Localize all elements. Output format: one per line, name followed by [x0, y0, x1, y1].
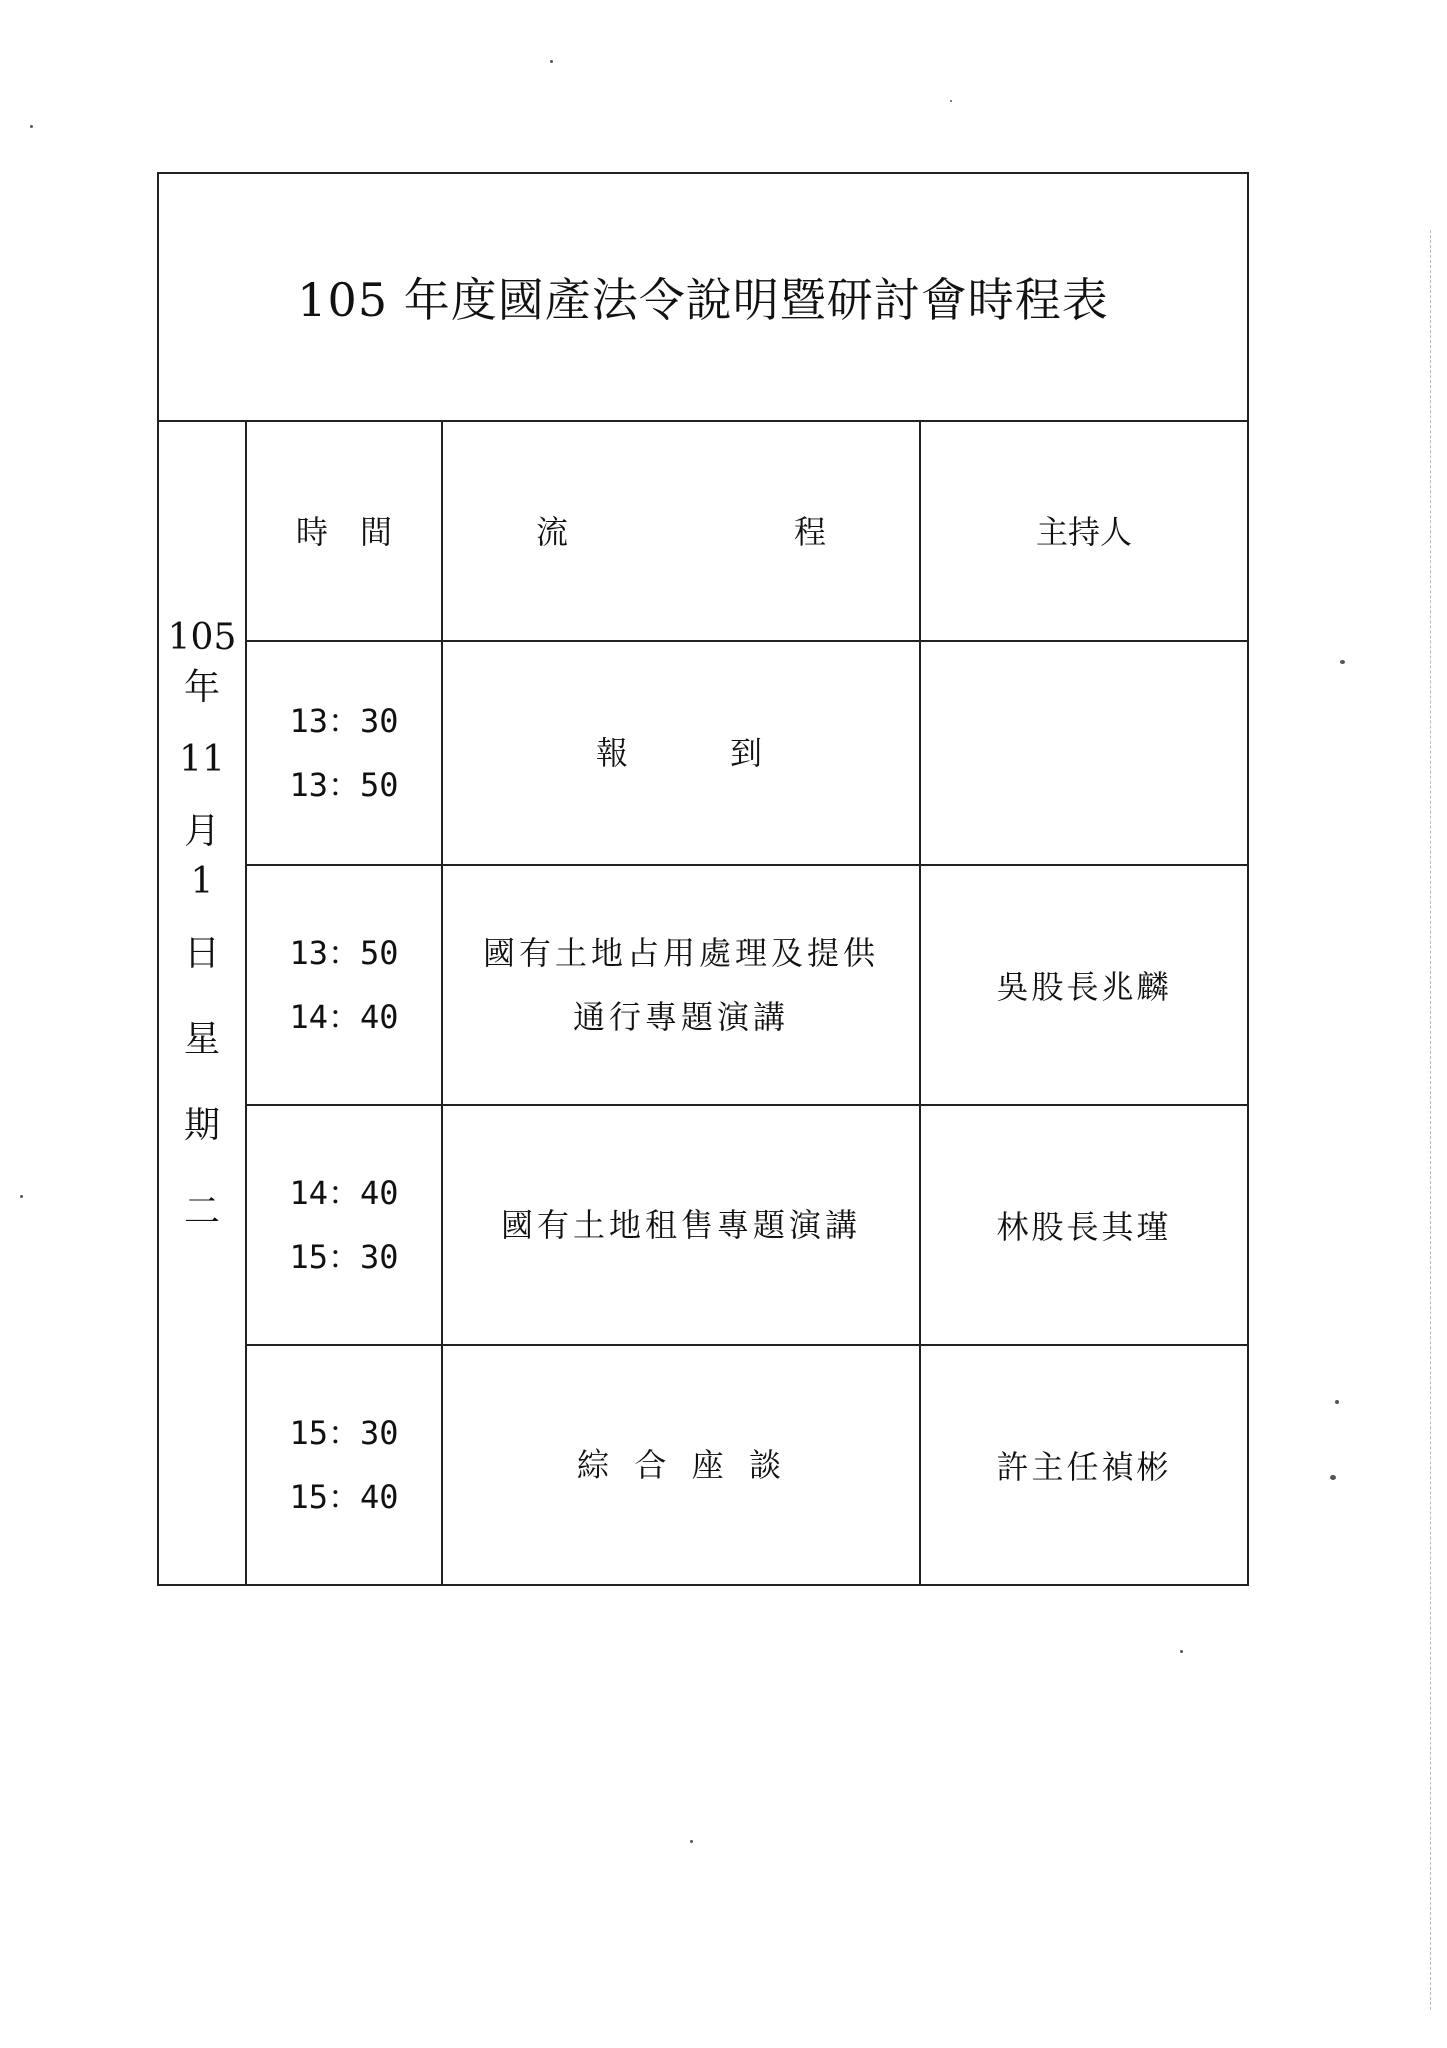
host-cell	[921, 866, 1247, 1104]
time-end: 14：40	[289, 998, 399, 1036]
flow-cell	[443, 1346, 921, 1584]
date-day: 1	[190, 861, 214, 902]
time-range	[289, 921, 398, 1049]
host-cell	[921, 642, 1247, 864]
title-box	[159, 174, 1247, 422]
flow-text	[483, 921, 879, 1049]
host-name: 許主任禎彬	[996, 1448, 1172, 1486]
host-name: 吳股長兆麟	[996, 968, 1172, 1006]
flow-line: 國有土地租售專題演講	[500, 1206, 861, 1244]
flow-char: 到	[729, 734, 766, 772]
weekday-char-2: 期	[183, 1105, 220, 1146]
time-cell	[247, 866, 443, 1104]
host-name: 林股長其瑾	[996, 1208, 1172, 1246]
flow-char: 座	[691, 1446, 728, 1484]
scan-speck	[1335, 1400, 1339, 1404]
flow-char: 合	[634, 1446, 671, 1484]
table-row	[247, 866, 1247, 1106]
date-vertical-text	[159, 617, 245, 1232]
header-time-label: 時 間	[295, 513, 392, 551]
date-column	[159, 420, 247, 1584]
time-range	[289, 1401, 398, 1529]
host-cell	[921, 1106, 1247, 1344]
time-cell	[247, 642, 443, 864]
time-end: 15：40	[289, 1478, 399, 1516]
time-cell	[247, 1346, 443, 1584]
page-title: 105 年度國產法令說明暨研討會時程表	[297, 273, 1109, 327]
table-row	[247, 1106, 1247, 1346]
time-start: 13：30	[289, 702, 399, 740]
time-end: 15：30	[289, 1238, 399, 1276]
scan-speck	[20, 1195, 23, 1198]
scan-speck	[1180, 1650, 1183, 1653]
date-year-unit: 年	[183, 667, 220, 708]
header-row	[247, 420, 1247, 642]
weekday-char-1: 星	[183, 1019, 220, 1060]
header-host-label: 主持人	[1035, 513, 1132, 551]
time-range	[289, 689, 398, 817]
table-row	[247, 642, 1247, 866]
scan-speck	[950, 100, 952, 102]
time-start: 15：30	[289, 1414, 399, 1452]
header-flow-char: 流	[536, 513, 569, 551]
weekday-char-3: 二	[183, 1191, 220, 1232]
table-row	[247, 1346, 1247, 1584]
scan-speck	[1330, 1475, 1336, 1480]
flow-cell	[443, 1106, 921, 1344]
flow-char: 綜	[577, 1446, 614, 1484]
header-flow-label	[536, 507, 826, 553]
header-host	[921, 420, 1247, 640]
date-month-unit: 月	[183, 811, 220, 852]
date-month: 11	[179, 739, 225, 780]
flow-line: 國有土地占用處理及提供	[482, 934, 879, 972]
header-flow	[443, 420, 921, 640]
time-end: 13：50	[289, 766, 399, 804]
scan-speck	[550, 60, 553, 63]
time-start: 13：50	[289, 934, 399, 972]
flow-text	[596, 721, 766, 785]
host-cell	[921, 1346, 1247, 1584]
date-day-unit: 日	[183, 933, 220, 974]
flow-cell	[443, 866, 921, 1104]
flow-text	[577, 1433, 785, 1497]
flow-char: 談	[748, 1446, 785, 1484]
schedule-grid	[247, 420, 1247, 1584]
time-start: 14：40	[289, 1174, 399, 1212]
scan-edge-line	[1430, 230, 1431, 2010]
flow-text	[501, 1193, 861, 1257]
schedule-table	[157, 172, 1249, 1586]
time-cell	[247, 1106, 443, 1344]
scan-speck	[690, 1840, 693, 1843]
header-flow-char: 程	[793, 513, 826, 551]
flow-char: 報	[596, 734, 633, 772]
flow-cell	[443, 642, 921, 864]
date-year: 105	[167, 617, 237, 658]
flow-line: 通行專題演講	[572, 998, 789, 1036]
scan-speck	[30, 125, 33, 128]
scan-speck	[1340, 660, 1345, 664]
header-time	[247, 420, 443, 640]
time-range	[289, 1161, 398, 1289]
